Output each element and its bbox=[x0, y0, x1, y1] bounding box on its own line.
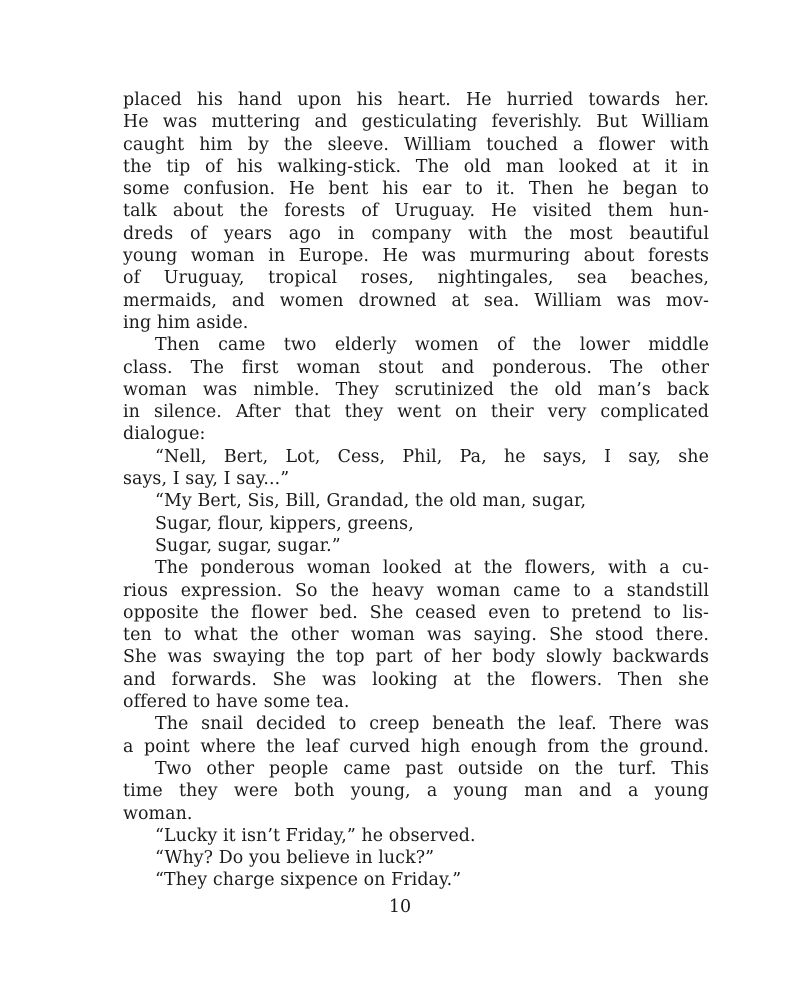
text-line: some confusion. He bent his ear to it. Then he began to bbox=[123, 179, 709, 200]
text-line: placed his hand upon his heart. He hurried towards her. bbox=[123, 90, 709, 110]
text-line: The ponderous woman looked at the flowers, with a cu- bbox=[155, 558, 709, 579]
text-line: “Nell, Bert, Lot, Cess, Phil, Pa, he says, I say, she bbox=[155, 446, 709, 467]
text-line: ing him aside. bbox=[123, 312, 249, 333]
text-line: mermaids, and women drowned at sea. William was mov- bbox=[123, 290, 709, 311]
text-line: talk about the forests of Uruguay. He visited them hun- bbox=[123, 201, 709, 222]
text-line: dialogue: bbox=[123, 424, 206, 445]
text-line: “Lucky it isn’t Friday,” he observed. bbox=[155, 825, 476, 846]
page-body bbox=[123, 89, 709, 892]
text-line: and forwards. She was looking at the flowers. Then she bbox=[123, 669, 709, 690]
text-line: Sugar, flour, kippers, greens, bbox=[155, 513, 414, 534]
text-line: of Uruguay, tropical roses, nightingales, sea beaches, bbox=[123, 268, 709, 289]
text-line: woman. bbox=[123, 803, 193, 824]
text-line: “They charge sixpence on Friday.” bbox=[155, 870, 462, 891]
text-line: time they were both young, a young man and a young bbox=[123, 781, 709, 802]
text-line: Two other people came past outside on the turf. This bbox=[155, 758, 709, 779]
text-line: the tip of his walking-stick. The old man looked at it in bbox=[123, 156, 709, 177]
text-line: in silence. After that they went on their very complicated bbox=[123, 402, 709, 423]
text-line: She was swaying the top part of her body slowly backwards bbox=[123, 647, 709, 668]
text-line: caught him by the sleeve. William touched a flower with bbox=[123, 134, 709, 155]
text-line: woman was nimble. They scrutinized the old man’s back bbox=[123, 379, 709, 400]
text-line: class. The first woman stout and ponderous. The other bbox=[123, 357, 709, 378]
text-line: opposite the flower bed. She ceased even to pretend to lis- bbox=[123, 602, 709, 623]
text-line: The snail decided to creep beneath the leaf. There was bbox=[155, 714, 709, 735]
text-line: dreds of years ago in company with the most beautiful bbox=[123, 223, 709, 244]
text-line: Sugar, sugar, sugar.” bbox=[155, 535, 341, 556]
text-line: a point where the leaf curved high enough from the ground. bbox=[123, 736, 709, 757]
text-line: “Why? Do you believe in luck?” bbox=[155, 848, 435, 869]
text-line: says, I say, I say...” bbox=[123, 469, 290, 490]
text-line: Then came two elderly women of the lower middle bbox=[155, 335, 709, 356]
text-line: “My Bert, Sis, Bill, Grandad, the old man, sugar, bbox=[155, 491, 587, 512]
text-line: ten to what the other woman was saying. She stood there. bbox=[123, 625, 709, 646]
text-line: He was muttering and gesticulating feverishly. But William bbox=[123, 112, 709, 133]
page-number: 10 bbox=[388, 897, 412, 917]
text-line: rious expression. So the heavy woman came to a standstill bbox=[123, 580, 709, 601]
text-line: young woman in Europe. He was murmuring about forests bbox=[123, 246, 709, 267]
text-line: offered to have some tea. bbox=[123, 692, 350, 713]
